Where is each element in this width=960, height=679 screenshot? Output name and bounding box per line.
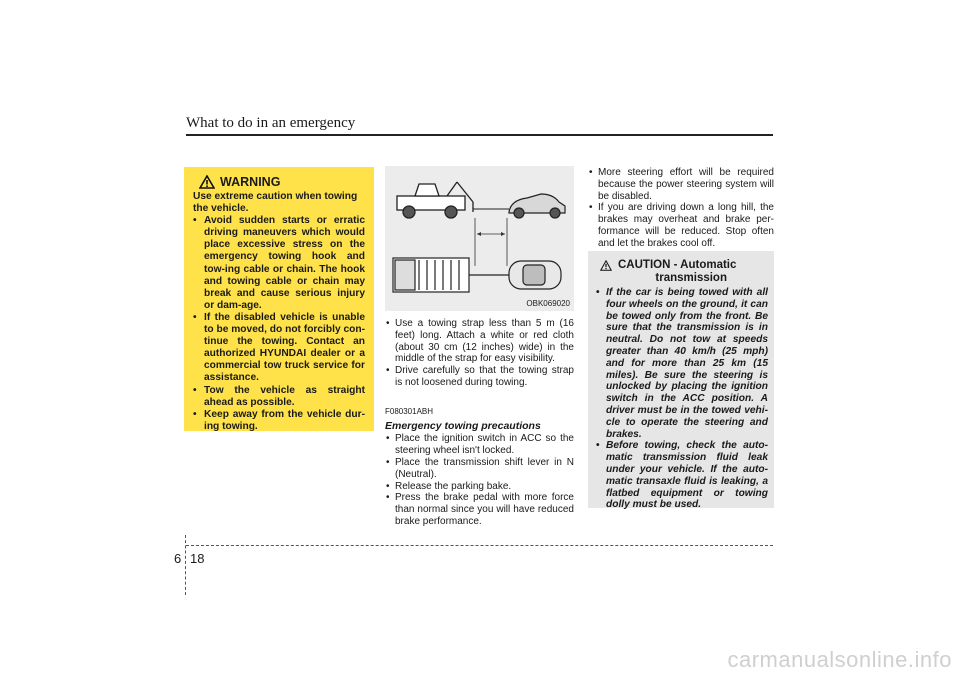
warning-heading-text: WARNING — [220, 175, 281, 189]
warning-item: • Avoid sudden starts or erratic driving maneuvers which would place excessive stress on the emergency towing hook and tow-ing cable or chain. The hook and towing cable or chain may break and cause serious injury or dam-age. — [193, 215, 365, 312]
warning-triangle-icon — [199, 175, 215, 189]
towed-car-side — [509, 194, 565, 218]
warning-item: • Tow the vehicle as straight ahead as possible. — [193, 385, 365, 409]
precautions-list — [385, 433, 574, 527]
towed-car-top — [509, 261, 561, 289]
chapter-number: 6 — [174, 551, 182, 566]
towing-illustration — [385, 166, 574, 311]
warning-heading — [199, 175, 365, 189]
page-number: 18 — [190, 551, 205, 566]
warning-item: • Keep away from the vehicle dur-ing towing. — [193, 409, 365, 433]
header-rule — [186, 134, 773, 136]
tow-truck-top — [393, 258, 509, 292]
warning-intro: Use extreme caution when towing the vehicle. — [193, 191, 358, 215]
towing-diagram — [385, 166, 574, 311]
list-item: • Press the brake pedal with more force than normal since you will have reduced brake performance. — [385, 492, 574, 527]
figure-code: OBK069020 — [526, 299, 570, 308]
right-column — [588, 167, 774, 250]
caution-box — [588, 251, 774, 511]
watermark: carmanualsonline.info — [727, 647, 952, 672]
warning-list — [193, 215, 365, 433]
caution-item: • If the car is being towed with all four wheels on the ground, it can be towed only from the front. Be sure that the transmission is in neutral. Do not tow at speeds greater than 40 km/h (25 mph) and for more than 25 km (15 miles). Be sure the steering is unlocked by placing the ignition switch in the ACC position. A driver must be in the towed vehi-cle to operate the steering and brakes. — [596, 287, 768, 440]
caution-heading-text: CAUTION - Automatic — [618, 259, 737, 271]
warning-box — [184, 167, 374, 431]
right-bullet-list — [588, 167, 774, 250]
list-item: • Use a towing strap less than 5 m (16 feet) long. Attach a white or red cloth (about 30 cm (12 inches) wide) in the middle of the strap for easy visibility. — [385, 318, 574, 365]
list-item: • Drive carefully so that the towing strap is not loosened during towing. — [385, 365, 574, 389]
caution-heading — [596, 259, 768, 284]
caution-list — [596, 287, 768, 511]
caution-item: • Before towing, check the auto-matic transmission fluid leak under your vehicle. If the auto-matic transaxle fluid is leaking, a flatbed equipment or towing dolly must be used. — [596, 440, 768, 511]
tow-truck-side — [397, 182, 473, 218]
caution-triangle-icon — [600, 260, 612, 271]
section-heading: Emergency towing precautions — [385, 419, 541, 432]
middle-column — [385, 318, 574, 528]
caution-heading-sub: transmission — [655, 271, 727, 284]
list-item: • Place the transmission shift lever in N (Neutral). — [385, 457, 574, 481]
list-item: • Place the ignition switch in ACC so the steering wheel isn't locked. — [385, 433, 574, 457]
footer-divider — [185, 535, 186, 595]
section-code: F080301ABH — [385, 406, 434, 416]
list-item: • More steering effort will be required because the power steering system will be disabled. — [588, 167, 774, 202]
footer-rule — [186, 545, 773, 546]
towing-strap-list — [385, 318, 574, 389]
list-item: • If you are driving down a long hill, the brakes may overheat and brake per-formance will be reduced. Stop often and let the brakes cool off. — [588, 202, 774, 249]
page-header-title: What to do in an emergency — [186, 115, 356, 131]
warning-item: • If the disabled vehicle is unable to be moved, do not forcibly con-tinue the towing. Contact an authorized HYUNDAI dealer or a commercial tow truck service for assistance. — [193, 312, 365, 385]
list-item: • Release the parking bake. — [385, 481, 574, 493]
